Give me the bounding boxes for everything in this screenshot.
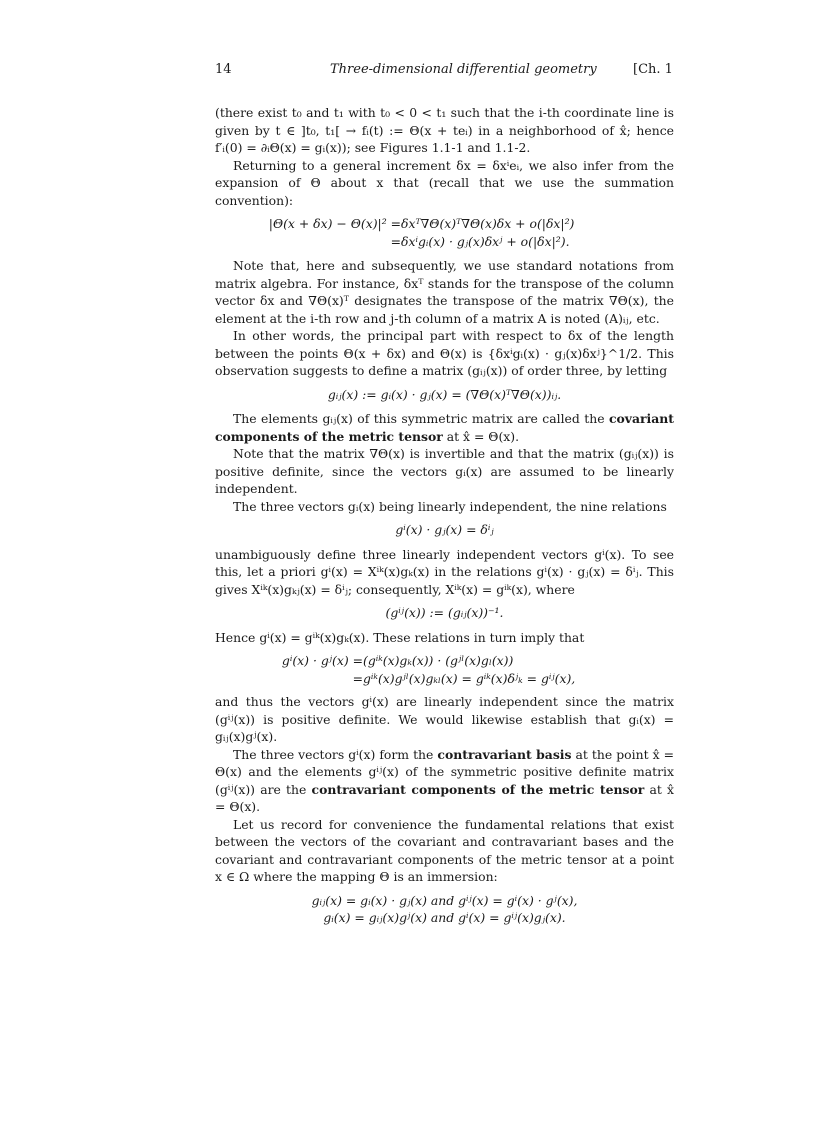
paragraph: Note that, here and subsequently, we use standard notations from matrix algebra. For instance, δxᵀ stands for the transpose of the column vector δx and ∇Θ(x)ᵀ designates the transpose of the matrix ∇Θ(x), the element at the i-th row and j-th column of a matrix A is noted (A)ᵢⱼ, etc.: [215, 258, 674, 326]
paragraph: [215, 746, 674, 816]
paragraph: [215, 410, 674, 445]
paragraph: (there exist t₀ and t₁ with t₀ < 0 < t₁ such that the i-th coordinate line is given by t ∈ ]t₀, t₁[ → fᵢ(t) := Θ(x + teᵢ) in a neighborhood of x̂; hence f′ᵢ(0) = ∂ᵢΘ(x) = gᵢ(x)); see Figures 1.1-1 and 1.1-2.: [215, 105, 674, 155]
equation-line: gᵢ(x) = gᵢⱼ(x)gʲ(x) and gⁱ(x) = gⁱʲ(x)gⱼ(x).: [323, 910, 566, 925]
equation-line: gᵢⱼ(x) = gᵢ(x) · gⱼ(x) and gⁱʲ(x) = gⁱ(x) · gʲ(x),: [311, 892, 578, 908]
equation-lhs: gⁱ(x) · gʲ(x) =: [281, 653, 363, 668]
equation-lhs: |Θ(x + δx) − Θ(x)|² =: [268, 216, 401, 231]
equation-contravariant-product: [215, 652, 674, 687]
bold-term: contravariant components of the metric tensor: [311, 781, 645, 797]
paragraph: In other words, the principal part with respect to δx of the length between the points Θ(x + δx) and Θ(x) is {δxⁱgᵢ(x) · gⱼ(x)δxʲ}^1/2. This observation suggests to define a matrix (gᵢⱼ(x)) of order three, by letting: [215, 328, 674, 378]
chapter-label: [Ch. 1: [633, 62, 673, 77]
equation-metric-definition: gᵢⱼ(x) := gᵢ(x) · gⱼ(x) = (∇Θ(x)ᵀ∇Θ(x))ᵢⱼ.: [327, 386, 562, 402]
bold-term: covariant components of the metric tensor: [215, 411, 674, 444]
text-span: The elements gᵢⱼ(x) of this symmetric matrix are called the: [233, 411, 609, 426]
text-span: at x̂ = Θ(x).: [442, 428, 520, 444]
text-span: The three vectors gⁱ(x) form the: [233, 746, 438, 762]
paragraph: Returning to a general increment δx = δxⁱeᵢ, we also infer from the expansion of Θ about x that (recall that we use the summation convention):: [215, 157, 674, 208]
paragraph: Hence gⁱ(x) = gⁱᵏ(x)gₖ(x). These relations in turn imply that: [215, 629, 585, 645]
paragraph: and thus the vectors gⁱ(x) are linearly independent since the matrix (gⁱʲ(x)) is positive definite. We would likewise establish that gᵢ(x) = gᵢⱼ(x)gʲ(x).: [215, 694, 674, 744]
page-number: 14: [215, 62, 232, 77]
equation-lhs: =: [352, 670, 363, 686]
equation-lhs: =: [390, 233, 401, 249]
equation-fundamental-relations: [215, 892, 674, 927]
paragraph: unambiguously define three linearly independent vectors gⁱ(x). To see this, let a priori gⁱ(x) = Xⁱᵏ(x)gₖ(x) in the relations gⁱ(x) · gⱼ(x) = δⁱⱼ. This gives Xⁱᵏ(x)gₖⱼ(x) = δⁱⱼ; consequently, Xⁱᵏ(x) = gⁱᵏ(x), where: [215, 546, 674, 597]
equation-nine-relations: gⁱ(x) · gⱼ(x) = δⁱⱼ: [395, 522, 494, 537]
paragraph: Let us record for convenience the fundamental relations that exist between the vectors of the covariant and contravariant bases and the covariant and contravariant components of the metric tensor at a point x ∈ Ω where the mapping Θ is an immersion:: [215, 816, 674, 884]
text-span: at x̂ = Θ(x).: [215, 781, 674, 814]
page-body: [215, 104, 674, 931]
equation-expansion: [215, 215, 674, 250]
running-title: Three-dimensional differential geometry: [330, 62, 597, 77]
equation-rhs: gⁱᵏ(x)gʲˡ(x)gₖₗ(x) = gⁱᵏ(x)δʲₖ = gⁱʲ(x),: [363, 670, 576, 686]
equation-inverse-matrix: (gⁱʲ(x)) := (gᵢⱼ(x))⁻¹.: [385, 605, 504, 620]
paragraph: Note that the matrix ∇Θ(x) is invertible and that the matrix (gᵢⱼ(x)) is positive definite, since the vectors gᵢ(x) are assumed to be linearly independent.: [215, 446, 674, 496]
paragraph: The three vectors gᵢ(x) being linearly independent, the nine relations: [233, 498, 667, 514]
bold-term: contravariant basis: [437, 746, 572, 762]
equation-rhs: δxᵀ∇Θ(x)ᵀ∇Θ(x)δx + o(|δx|²): [401, 216, 575, 231]
text-span: at the point x̂ = Θ(x) and the elements gⁱʲ(x) of the symmetric positive definite matrix (gⁱʲ(x)) are the: [215, 746, 674, 797]
equation-rhs: δxⁱgᵢ(x) · gⱼ(x)δxʲ + o(|δx|²).: [401, 233, 570, 249]
equation-rhs: (gⁱᵏ(x)gₖ(x)) · (gʲˡ(x)gₗ(x)): [363, 653, 514, 668]
